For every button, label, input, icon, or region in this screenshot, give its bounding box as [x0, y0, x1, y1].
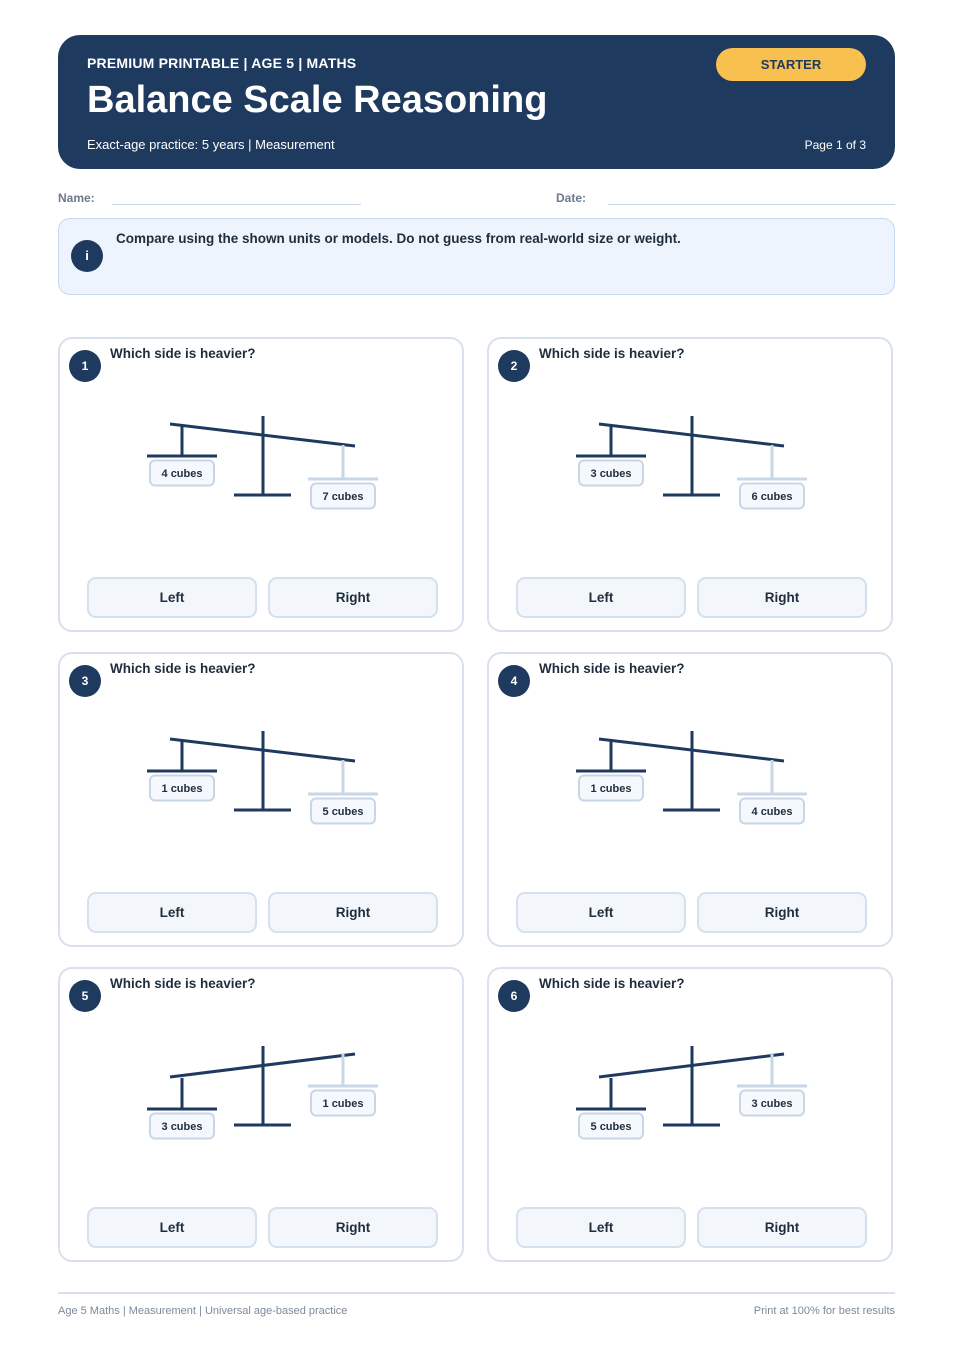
- question-card: [487, 337, 893, 632]
- balance-scale: [489, 339, 891, 569]
- answer-left-button[interactable]: Left: [87, 577, 257, 618]
- name-label: Name:: [58, 191, 95, 205]
- question-number: 1: [69, 350, 101, 382]
- right-pan-label: [311, 799, 375, 824]
- name-field[interactable]: [112, 204, 361, 205]
- answer-left-button[interactable]: Left: [516, 577, 686, 618]
- balance-scale: [60, 969, 462, 1199]
- question-card: [58, 967, 464, 1262]
- answer-right-button[interactable]: Right: [697, 577, 867, 618]
- balance-scale: [60, 339, 462, 569]
- left-pan-label-text: 3 cubes: [590, 468, 632, 480]
- right-pan-label: [740, 1091, 804, 1116]
- left-pan-label-text: 5 cubes: [590, 1121, 632, 1133]
- question-prompt: Which side is heavier?: [110, 976, 256, 991]
- answer-left-button[interactable]: Left: [87, 892, 257, 933]
- left-pan-label: [150, 461, 214, 486]
- question-number: 6: [498, 980, 530, 1012]
- date-label: Date:: [556, 191, 587, 205]
- page-number: Page 1 of 3: [804, 138, 866, 152]
- right-pan-label-text: 7 cubes: [322, 491, 364, 503]
- answer-right-button[interactable]: Right: [697, 1207, 867, 1248]
- instruction-text: Compare using the shown units or models. Do not guess from real-world size or weight.: [116, 231, 681, 246]
- right-pan-label-text: 5 cubes: [322, 806, 364, 818]
- answer-right-button[interactable]: Right: [697, 892, 867, 933]
- question-card: [487, 967, 893, 1262]
- question-card: [58, 652, 464, 947]
- right-pan-label-text: 1 cubes: [322, 1098, 364, 1110]
- question-number: 4: [498, 665, 530, 697]
- footer-divider: [58, 1292, 895, 1294]
- right-pan-label-text: 3 cubes: [751, 1098, 793, 1110]
- question-card: [58, 337, 464, 632]
- question-prompt: Which side is heavier?: [539, 976, 685, 991]
- header-eyebrow: PREMIUM PRINTABLE | AGE 5 | MATHS: [87, 55, 357, 71]
- print-note: Print at 100% for best results: [753, 1305, 895, 1317]
- answer-left-button[interactable]: Left: [87, 1207, 257, 1248]
- question-prompt: Which side is heavier?: [539, 346, 685, 361]
- left-pan-label-text: 4 cubes: [161, 468, 203, 480]
- answer-left-button[interactable]: Left: [516, 1207, 686, 1248]
- balance-scale: [489, 654, 891, 884]
- header-subtitle: Exact-age practice: 5 years | Measurement: [87, 137, 335, 152]
- left-pan-label: [150, 776, 214, 801]
- question-prompt: Which side is heavier?: [539, 661, 685, 676]
- page-title: Balance Scale Reasoning: [87, 79, 548, 121]
- answer-right-button[interactable]: Right: [268, 1207, 438, 1248]
- question-number: 3: [69, 665, 101, 697]
- left-pan-label-text: 1 cubes: [161, 783, 203, 795]
- left-pan-label: [579, 1114, 643, 1139]
- right-pan-label-text: 4 cubes: [751, 806, 793, 818]
- balance-scale: [60, 654, 462, 884]
- instruction-box: [58, 218, 895, 295]
- left-pan-label: [579, 776, 643, 801]
- right-pan-label-text: 6 cubes: [751, 491, 793, 503]
- left-pan-label: [150, 1114, 214, 1139]
- info-icon: i: [71, 240, 103, 272]
- right-pan-label: [740, 484, 804, 509]
- right-pan-label: [311, 484, 375, 509]
- right-pan-label: [311, 1091, 375, 1116]
- left-pan-label: [579, 461, 643, 486]
- right-pan-label: [740, 799, 804, 824]
- left-pan-label-text: 1 cubes: [590, 783, 632, 795]
- date-field[interactable]: [608, 204, 895, 205]
- answer-left-button[interactable]: Left: [516, 892, 686, 933]
- footer-note: Age 5 Maths | Measurement | Universal age-based practice: [58, 1305, 348, 1317]
- question-number: 5: [69, 980, 101, 1012]
- question-prompt: Which side is heavier?: [110, 661, 256, 676]
- question-card: [487, 652, 893, 947]
- question-prompt: Which side is heavier?: [110, 346, 256, 361]
- answer-right-button[interactable]: Right: [268, 577, 438, 618]
- question-number: 2: [498, 350, 530, 382]
- worksheet-header: [58, 35, 895, 169]
- level-badge: STARTER: [716, 48, 866, 81]
- balance-scale: [489, 969, 891, 1199]
- left-pan-label-text: 3 cubes: [161, 1121, 203, 1133]
- answer-right-button[interactable]: Right: [268, 892, 438, 933]
